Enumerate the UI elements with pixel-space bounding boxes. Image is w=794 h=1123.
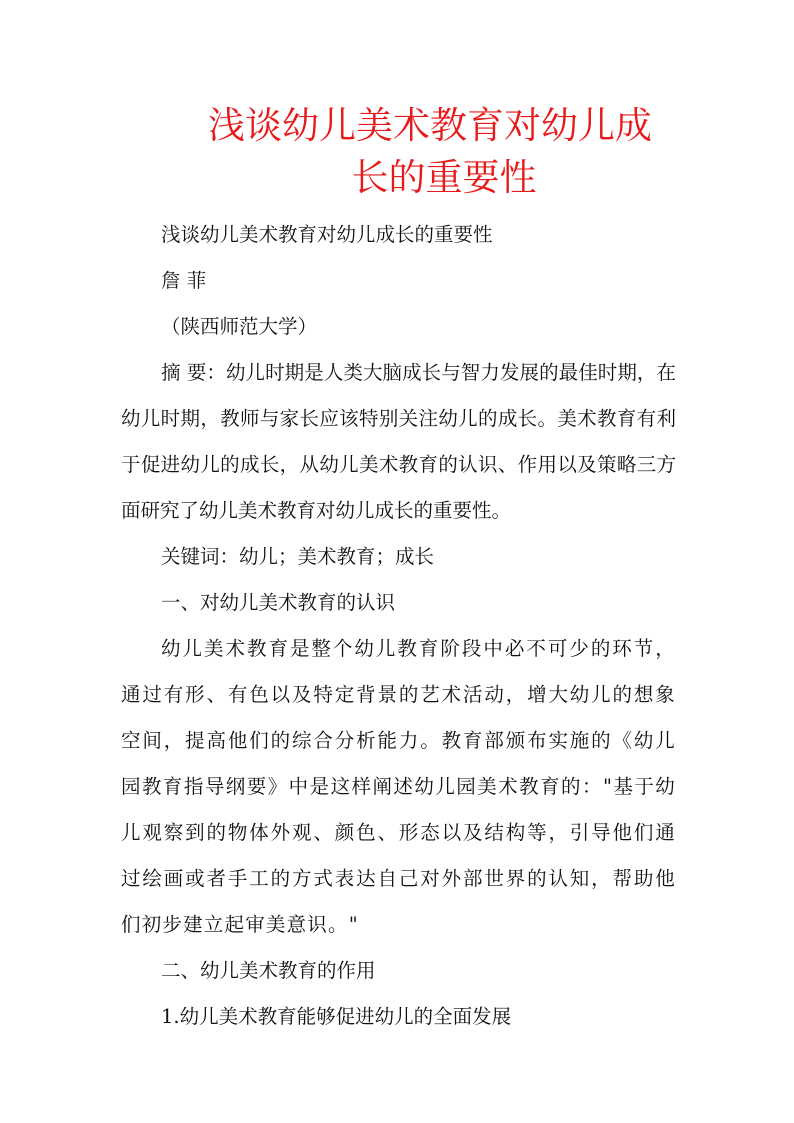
title-line-1: 浅谈幼儿美术教育对幼儿成 [208,104,652,147]
title-line-2: 长的重要性 [351,156,537,199]
abstract-paragraph: 摘 要：幼儿时期是人类大脑成长与智力发展的最佳时期，在幼儿时期，教师与家长应该特别关注幼儿的成长。美术教育有利于促进幼儿的成长，从幼儿美术教育的认识、作用以及策略三方面研究了幼儿美术教育对幼儿成长的重要性。 [121,361,676,522]
section-2-heading: 二、幼儿美术教育的作用 [161,959,376,982]
keywords: 关键词：幼儿；美术教育；成长 [161,545,435,568]
document-body [121,212,676,1040]
document-title [150,100,710,204]
section-1-paragraph: 幼儿美术教育是整个幼儿教育阶段中必不可少的环节，通过有形、有色以及特定背景的艺术活动，增大幼儿的想象空间，提高他们的综合分析能力。教育部颁布实施的《幼儿园教育指导纲要》中是这样阐述幼儿园美术教育的："基于幼儿观察到的物体外观、颜色、形态以及结构等，引导他们通过绘画或者手工的方式表达自己对外部世界的认知，帮助他们初步建立起审美意识。" [121,637,676,936]
affiliation: （陕西师范大学） [161,315,318,338]
author: 詹 菲 [161,269,207,292]
section-1-heading: 一、对幼儿美术教育的认识 [161,591,396,614]
subtitle: 浅谈幼儿美术教育对幼儿成长的重要性 [161,223,493,246]
section-2-subheading-1: 1.幼儿美术教育能够促进幼儿的全面发展 [161,1005,512,1028]
